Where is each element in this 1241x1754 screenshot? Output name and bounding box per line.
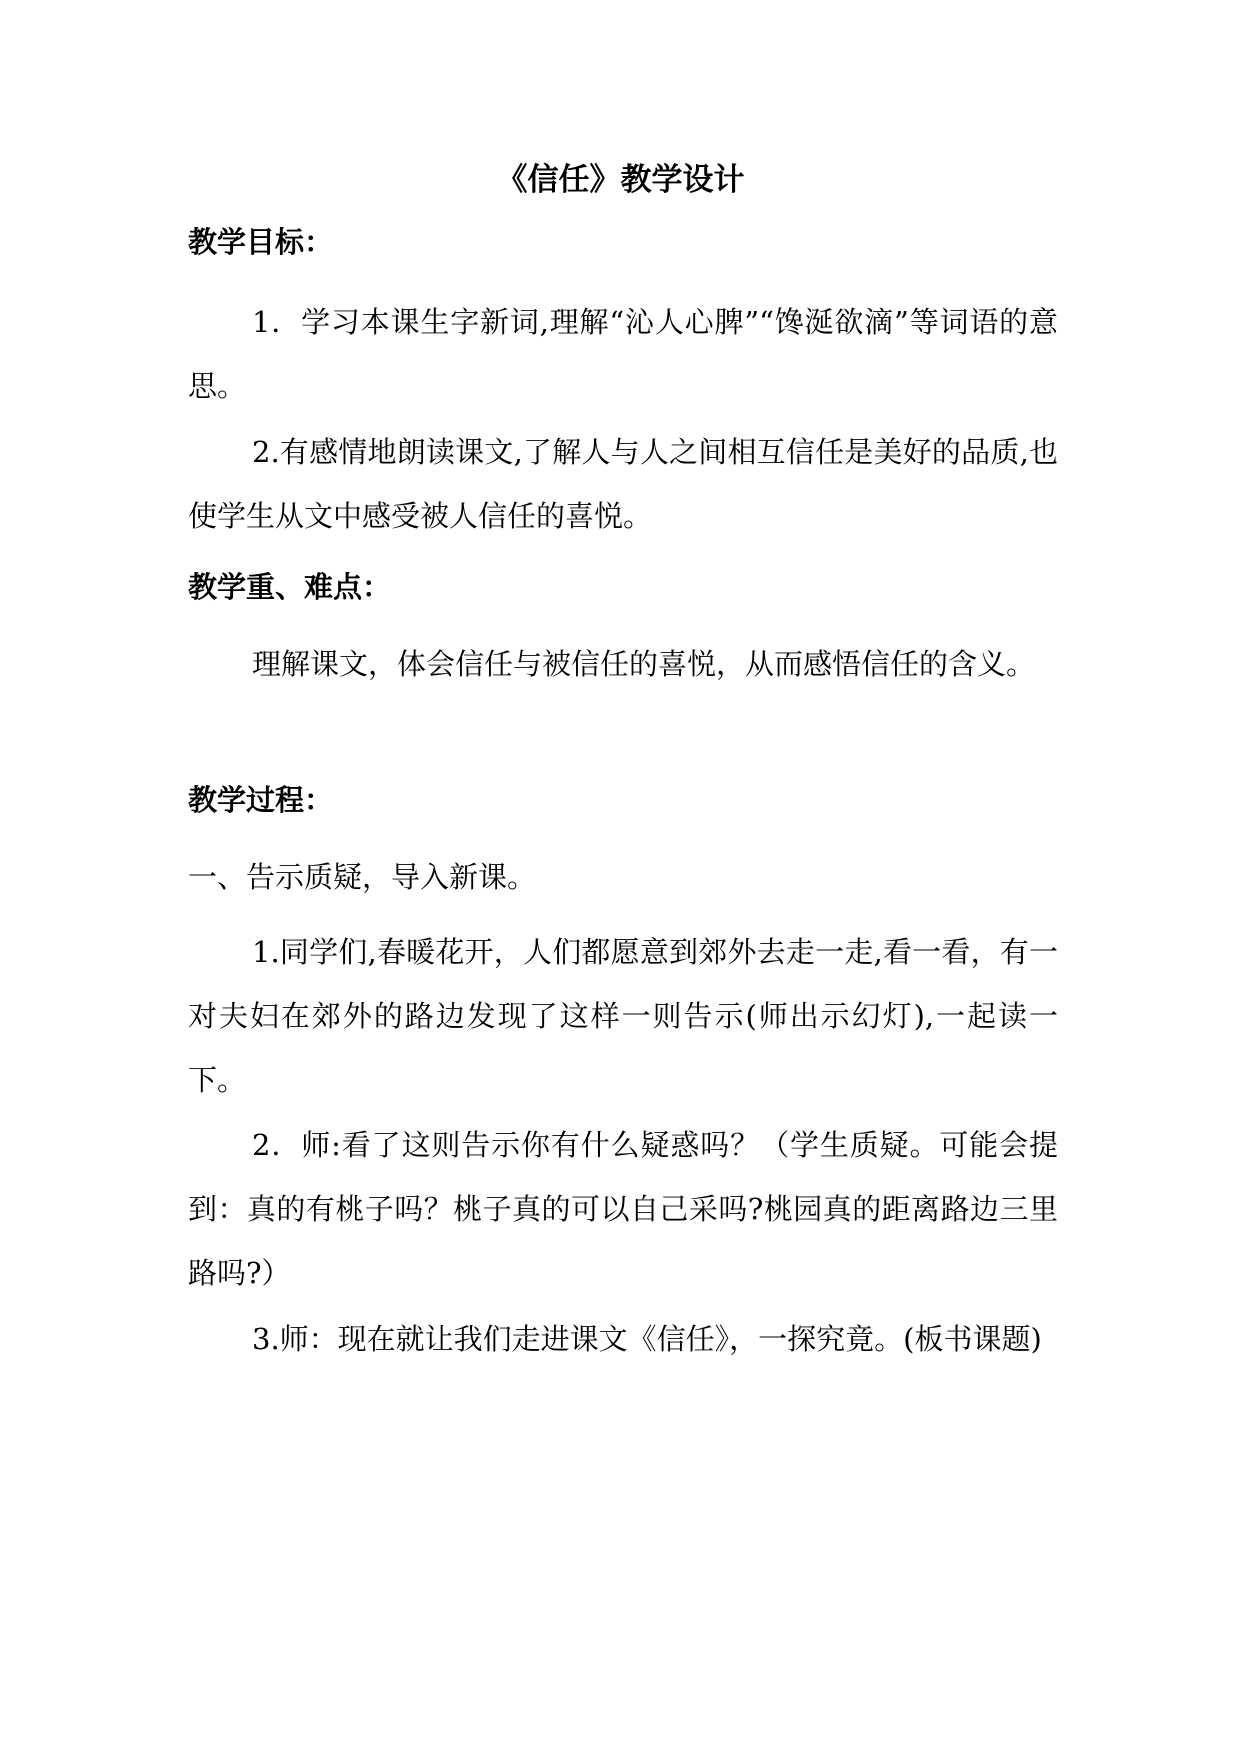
process-item-3: 3.师：现在就让我们走进课文《信任》，一探究竟。(板书课题) [252, 1322, 1042, 1356]
objective-item-2: 2.有感情地朗读课文,了解人与人之间相互信任是美好的品质,也使学生从文中感受被人信任的喜悦。 [188, 435, 1058, 533]
document-title: 《信任》教学设计 [496, 162, 745, 198]
process-step-title: 一、告示质疑，导入新课。 [188, 860, 537, 894]
process-heading: 教学过程： [188, 783, 334, 817]
process-item-1: 1.同学们,春暖花开，人们都愿意到郊外去走一走,看一看，有一对夫妇在郊外的路边发现了这样一则告示(师出示幻灯),一起读一下。 [188, 935, 1058, 1097]
key-points-text: 理解课文，体会信任与被信任的喜悦，从而感悟信任的含义。 [252, 647, 1036, 681]
objective-item-1: 1．学习本课生字新词,理解“沁人心脾”“馋涎欲滴”等词语的意思。 [188, 305, 1058, 403]
process-item-2: 2．师:看了这则告示你有什么疑惑吗？（学生质疑。可能会提到：真的有桃子吗？桃子真的可以自己采吗?桃园真的距离路边三里路吗?） [188, 1128, 1058, 1290]
key-points-heading: 教学重、难点： [188, 570, 392, 604]
objectives-heading: 教学目标： [188, 225, 334, 259]
